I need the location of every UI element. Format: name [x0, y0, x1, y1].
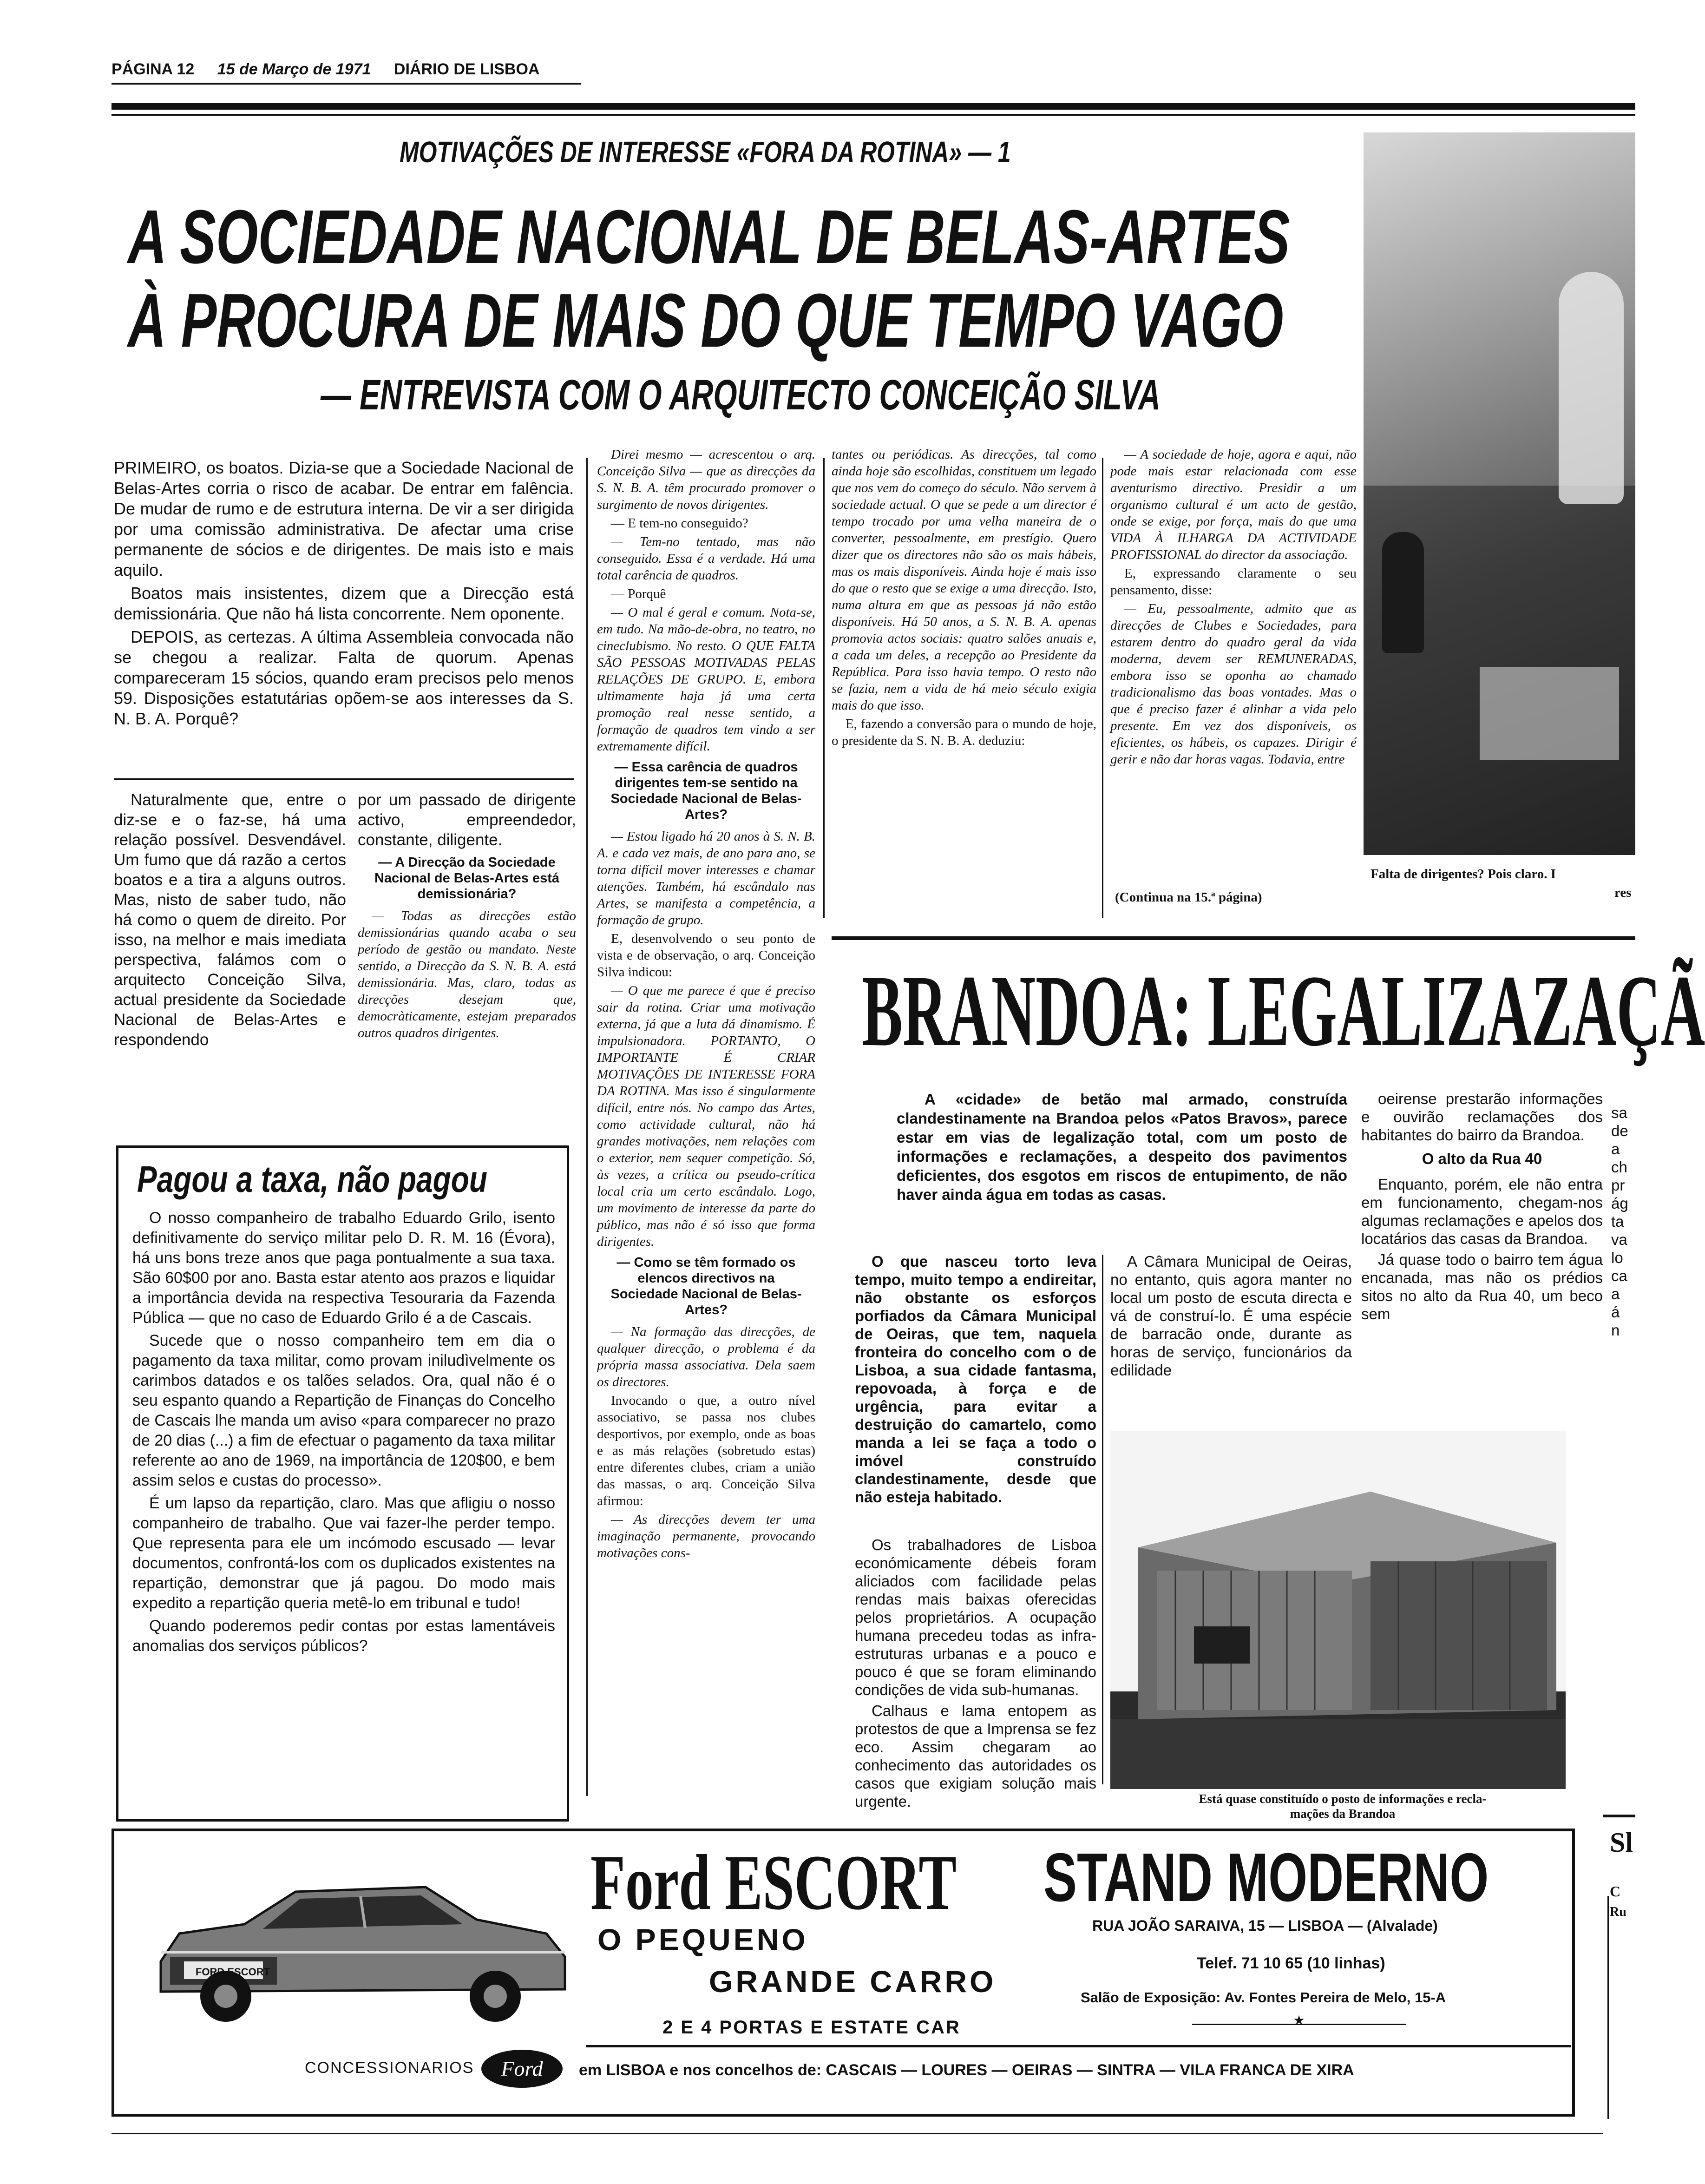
brandoa-right-edge: sa de a ch pr ág ta va lo ca a á n: [1611, 1104, 1628, 1339]
ad-phone: Telef. 71 10 65 (10 linhas): [1197, 1954, 1385, 1972]
page-header: [111, 60, 623, 84]
taxa-box-text: O nosso companheiro de trabalho Eduardo Grilo, isento definitivamente do serviço militar pelo D. R. M. 16 (Évora), há uns bons treze anos que paga pontualmente a sua taxa. São 60$00 por ano. Basta estar atento aos prazos e liquidar a importância devida na respectiva Tesouraria da Fazenda Pública — que no caso de Eduardo Grilo é a de Cascais. Sucede que o nosso companheiro tem em dia o pagamento da taxa militar, como provam iniludìvelmente os carimbos datados e os talões selados. Ora, qual não é o seu espanto quando a Repartição de Finanças do Concelho de Cascais lhe manda um aviso «para comparecer no prazo de 20 dias (...) a fim de efectuar o pagamento da taxa militar referente ao ano de 1969, na importância de 120$00, e bem assim selos e custas do processo». É um lapso da repartição, claro. Mas que afligiu o nosso companheiro de trabalho. Que vai fazer-lhe perder tempo. Que representa para ele um incómodo escusado — levar documentos, confrontá-los com os duplicados existentes na repartição, demonstrar que já pagou. Do modo mais expedito a repartição queria metê-lo em tribunal e tudo! Quando poderemos pedir contas por estas lamentáveis anomalias dos serviços públicos?: [132, 1209, 555, 1655]
column-rule: [586, 458, 588, 1796]
photo-light-panel: [1480, 667, 1619, 760]
brandoa-column-2b: Os trabalhadores de Lisboa económicamente débeis foram aliciados com facilidade pelas rendas mais baixas oferecidas pelos proprietários. A ocupação humana precedeu todas as infra-estruturas urbanas e a pouco e pouco é que se foram eliminando condições de vida sub-humanas. Calhaus e lama entopem as protestos de que a Imprensa se fez eco. Assim chegaram ao conhecimento das autoridades os casos que exigiam solução mais urgente.: [855, 1536, 1096, 1810]
ad-address: RUA JOÃO SARAIVA, 15 — LISBOA — (Alvalade): [1092, 1917, 1438, 1934]
ford-logo: Ford: [481, 2050, 563, 2088]
car-license-plate: FORD ESCORT: [195, 1966, 270, 1978]
lead-text: [114, 458, 574, 774]
ad-footer: em LISBOA e nos concelhos de: CASCAIS — LOURES — OEIRAS — SINTRA — VILA FRANCA DE XIRA: [579, 2061, 1354, 2079]
photo-figure-2: [1559, 272, 1624, 504]
ad-doors: 2 E 4 PORTAS E ESTATE CAR: [662, 2017, 961, 2038]
brandoa-column-3: oeirense prestarão informações e ouvirão reclamações dos habitantes do bairro da Brandoa. O alto da Rua 40 Enquanto, porém, ele não entra em funcionamento, chegam-nos algumas reclamações e apelos dos locatários das casas da Brandoa. Já quase todo o bairro tem água encanada, mas não os prédios sitos no alto da Rua 40, um beco sem: [1361, 1090, 1603, 1322]
page-date: 15 de Março de 1971: [217, 60, 371, 78]
column-rule: [823, 458, 825, 918]
continued-note: (Continua na 15.ª página): [1115, 890, 1262, 905]
subheadline: — ENTREVISTA COM O ARQUITECTO CONCEIÇÃO SILVA: [321, 371, 1161, 419]
newspaper-name: DIÁRIO DE LISBOA: [393, 60, 540, 78]
article-column-c: Direi mesmo — acrescentou o arq. Conceição Silva — que as direcções da S. N. B. A. têm procurado promover o surgimento de novos dirigentes. — E tem-no conseguido? — Tem-no tentado, mas não conseguido. Essa é a verdade. Há uma total carência de quadros. — Porquê — O mal é geral e comum. Nota-se, em tudo. Na mão-de-obra, no teatro, no cineclubismo. No resto. O QUE FALTA SÃO PESSOAS MOTIVADAS PELAS RELAÇÕES DE GRUPO. E, embora ultimamente haja já uma certa promoção real nesse sentido, a formação de quadros tem vindo a ser extremamente difícil. — Essa carência de quadros dirigentes tem-se sentido na Sociedade Nacional de Belas-Artes? — Estou ligado há 20 anos à S. N. B. A. e cada vez mais, de ano para ano, se torna difícil mover interesses e chamar atenções. Também, há escândalo nas Artes, se manifesta a competência, a formação de grupo. E, desenvolvendo o seu ponto de vista e de observação, o arq. Conceição Silva indicou: — O que me parece é que é preciso sair da rotina. Criar uma motivação externa, já que a luta dá dinamismo. É impulsionadora. PORTANTO, O IMPORTANTE É CRIAR MOTIVAÇÕES DE INTERESSE FORA DA ROTINA. Mas isso é singularmente difícil, entre nós. No campo das Artes, como actividade cultural, não há grandes motivações, nem relações com o exterior, nem sequer competição. Só, às vezes, a crítica ou pseudo-crítica local cria um certo escândalo. Logo, um movimento de interesse da parte do público, mas não é só isso que forma dirigentes. — Como se têm formado os elencos directivos na Sociedade Nacional de Belas-Artes? — Na formação das direcções, de qualquer direcção, o problema é da própria massa associativa. Dela saem os directores. Invocando o que, a outro nível associativo, se passa nos clubes desportivos, por exemplo, onde as boas e as más relações (sobretudo estas) entre diferentes clubes, criam a união das massas, o arq. Conceição Silva afirmou: — As direcções devem ter uma imaginação permanente, provocando motivações cons-: [597, 447, 815, 1560]
brandoa-photo: [1110, 1431, 1566, 1789]
lead-divider: [114, 778, 574, 780]
brandoa-photo-caption: Está quase constituído o posto de informações e recla- mações da Brandoa: [1199, 1792, 1487, 1821]
lead-paragraph: DEPOIS, as certezas. A última Assembleia convocada não se chegou a realizar. Falta de quorum. Apenas compareceram 15 sócios, quando eram precisos pelo menos 59. Disposições estatutárias opõem-se aos interesses da S. N. B. A. Porquê?: [114, 627, 574, 728]
photo-caption: Falta de dirigentes? Pois claro. I: [1371, 867, 1556, 881]
right-stub-rule: [1603, 1815, 1635, 1817]
article-column-a: Naturalmente que, entre o diz-se e o faz-se, há uma relação possível. Desvendável. Um fumo que dá razão a certos boatos e a tira a alguns outros. Mas, nisto de saber tudo, não há como o quem de direito. Por isso, na melhor e mais imediata perspectiva, falámos com o arquitecto Conceição Silva, actual presidente da Sociedade Nacional de Belas-Artes e respondendo: [114, 791, 346, 1049]
article-column-d: tantes ou periódicas. As direcções, tal como ainda hoje são escolhidas, constituem um legado que nos vem do começo do século. Não servem à sociedade actual. O que se pede a um director é tempo trocado por uma velha maneira de o converter, pessoalmente, em prestígio. Quero dizer que os directores não são os mais hábeis, mas os mais disponíveis. Ainda hoje é mais isso do que o resto que se exige a uma direcção. Isto, numa altura em que as pessoas já não estão disponíveis. Há 50 anos, a S. N. B. A. apenas promovia actos sociais: quatro salões anuais e, a cada um deles, a recepção ao Presidente da República. Para isso havia tempo. O resto não se fazia, nem a vida de há meio século exigia mais do que isso. E, fazendo a conversão para o mundo de hoje, o presidente da S. N. B. A. deduziu:: [832, 447, 1096, 748]
ad-salon: Salão de Exposição: Av. Fontes Pereira de Melo, 15-A: [1081, 1989, 1446, 2006]
lead-paragraph: Boatos mais insistentes, dizem que a Direcção está demissionária. Que não há lista concorrente. Nem oponente.: [114, 584, 574, 623]
brandoa-lead: A «cidade» de betão mal armado, construída clandestinamente na Brandoa pelos «Patos Bravos», parece estar em vias de legalização total, com um posto de informações e reclamações, a despeito dos pavimentos deficientes, dos esgotos em riscos de entupimento, de não haver ainda água em todas as casas.: [897, 1091, 1347, 1203]
taxa-box: [116, 1145, 569, 1822]
ad-concessionarios: CONCESSIONARIOS: [305, 2059, 474, 2077]
ad-brand: Ford ESCORT: [590, 1839, 957, 1926]
header-thin-rule: [111, 83, 581, 85]
right-stub: Sl C Ru: [1610, 1827, 1633, 1919]
kicker: MOTIVAÇÕES DE INTERESSE «FORA DA ROTINA» — 1: [400, 135, 1011, 169]
interview-question: — A Direcção da Sociedade Nacional de Belas-Artes está demissionária?: [374, 855, 560, 901]
brandoa-barracao-illustration: [1110, 1431, 1566, 1789]
taxa-box-title: Pagou a taxa, não pagou: [137, 1158, 487, 1200]
article-column-b: por um passado de dirigente activo, empreendedor, constante, diligente. — A Direcção da Sociedade Nacional de Belas-Artes está demissionária? — Todas as direcções estão demissionárias quando acaba o seu período de gestão ou mandato. Neste sentido, a Direcção da S. N. B. A. está demissionária. Mas, claro, todas as direcções desejam que, democràticamente, estejam preparados outros quadros dirigentes.: [358, 791, 576, 1040]
footer-rule-2: [1607, 1896, 1609, 2119]
header-thick-rule: [111, 103, 1635, 110]
ad-stand-name: STAND MODERNO: [1043, 1839, 1489, 1916]
photo-figure: [1382, 532, 1424, 653]
article-column-e: — A sociedade de hoje, agora e aqui, não pode mais estar relacionada com esse aventurismo directivo. Presidir a um organismo cultural é um acto de gestão, onde se exige, por força, mais do que uma VIDA À ILHARGA DA ACTIVIDADE PROFISSIONAL do director da associação. E, expressando claramente o seu pensamento, disse: — Eu, pessoalmente, admito que as direcções de Clubes e Sociedades, para estarem dentro do quadro geral da vida moderna, devem ser REMUNERADAS, embora isso se oponha ao chamado tradicionalismo das boas vontades. Mas o que é preciso fazer é alinhar a vida pelo presente. Em vez dos disponíveis, os eficientes, os hábeis, os capazes. Dirigir é gerir e não dar horas vagas. Todavia, entre: [1110, 447, 1357, 767]
ford-escort-car-image: [142, 1864, 584, 2026]
page-number: PÁGINA 12: [111, 60, 195, 78]
brandoa-top-rule: [832, 936, 1635, 940]
footer-rule: [111, 2133, 1603, 2134]
brandoa-column-1: O que nasceu torto leva tempo, muito tempo a endireitar, não obstante os esforços porfiados da Câmara Municipal de Oeiras, que tem, naquela fronteira do concelho com o de Lisboa, a sua cidade fantasma, repovoada, à força e de urgência, para evitar a destruição do camartelo, como manda a lei se faça a todo o imóvel construído clandestinamente, desde que não esteja habitado.: [855, 1253, 1096, 1506]
column-rule: [1102, 1431, 1103, 1784]
headline-line-2: À PROCURA DE MAIS DO QUE TEMPO VAGO: [128, 278, 1284, 363]
sociedade-photo: [1364, 132, 1635, 855]
brandoa-subhead: O alto da Rua 40: [1422, 1150, 1542, 1167]
brandoa-column-2a: A Câmara Municipal de Oeiras, no entanto, quis agora manter no local um posto de escuta directa e vá de construí-lo. É uma espécie de barracão onde, durante as horas de serviço, funcionários da edilidade: [1110, 1253, 1352, 1379]
ad-tagline-1: O PEQUENO: [597, 1922, 808, 1957]
ad-divider: [586, 2045, 1571, 2047]
ford-advertisement: [111, 1829, 1575, 2117]
column-rule: [1102, 458, 1103, 918]
brandoa-headline: BRANDOA: LEGALIZAZAÇÃ: [862, 954, 1705, 1067]
ad-star-divider: ★: [1192, 2013, 1406, 2025]
interview-question: — Essa carência de quadros dirigentes tem-se sentido na Sociedade Nacional de Belas-Artes?: [610, 760, 802, 822]
header-rule-2: [111, 114, 1635, 116]
headline-line-1: A SOCIEDADE NACIONAL DE BELAS-ARTES: [128, 194, 1290, 279]
interview-question: — Como se têm formado os elencos directivos na Sociedade Nacional de Belas-Artes?: [610, 1255, 802, 1317]
ad-tagline-2: GRANDE CARRO: [709, 1964, 997, 1999]
photo-caption-2: res: [1614, 885, 1632, 900]
lead-paragraph: PRIMEIRO, os boatos. Dizia-se que a Sociedade Nacional de Belas-Artes corria o risco de acabar. De entrar em falência. De mudar de rumo e de estrutura interna. De vir a ser dirigida por uma comissão administrativa. De afectar uma crise permanente de sócios e de dirigentes. De mais isto e mais aquilo.: [114, 458, 574, 579]
